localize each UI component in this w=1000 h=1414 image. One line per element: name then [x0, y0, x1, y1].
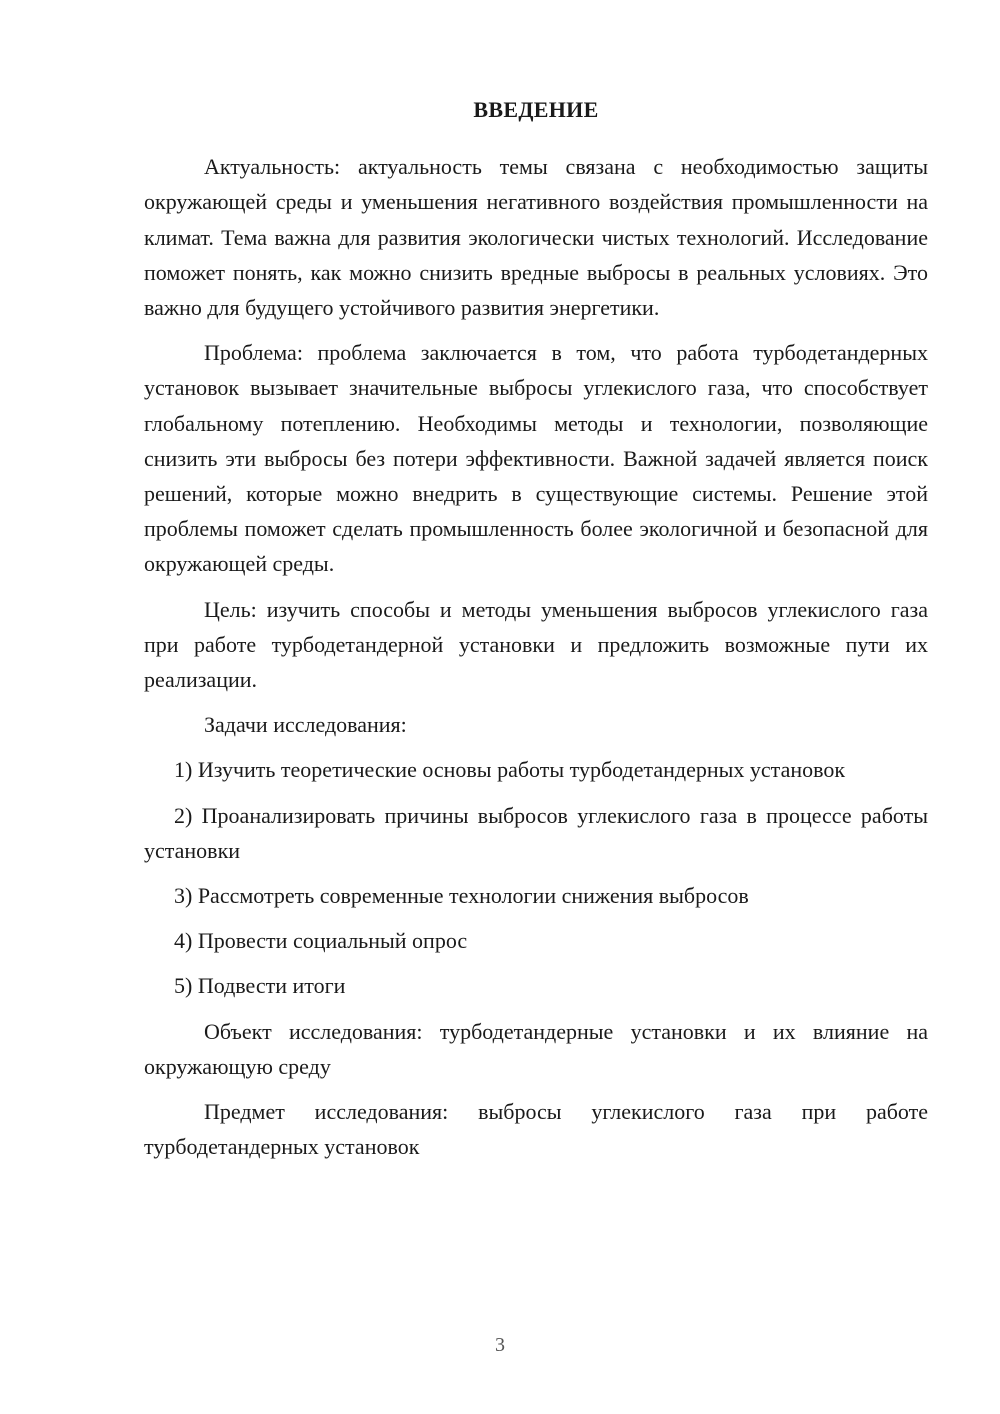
task-item-5: 5) Подвести итоги	[174, 973, 346, 999]
tasks-heading: Задачи исследования:	[204, 712, 407, 738]
task-item-2: 2) Проанализировать причины выбросов углекислого газа в процессе работы установки	[144, 802, 928, 863]
relevance-paragraph: Актуальность: актуальность темы связана с необходимостью защиты окружающей среды и уменьшения негативного воздействия промышленности на климат. Тема важна для развития экологически чистых технологий. Исследование поможет понять, как можно снизить вредные выбросы в реальных условиях. Это важно для будущего устойчивого развития энергетики.	[144, 154, 928, 321]
tasks-list	[144, 752, 928, 1003]
goal-paragraph: Цель: изучить способы и методы уменьшения выбросов углекислого газа при работе турбодетандерной установки и предложить возможные пути их реализации.	[144, 596, 928, 693]
page-number: 3	[495, 1334, 505, 1356]
task-item-1: 1) Изучить теоретические основы работы турбодетандерных установок	[174, 757, 846, 783]
subject-paragraph: Предмет исследования: выбросы углекислого газа при работе турбодетандерных установок	[144, 1099, 928, 1160]
object-paragraph: Объект исследования: турбодетандерные установки и их влияние на окружающую среду	[144, 1018, 928, 1079]
task-item-4: 4) Провести социальный опрос	[174, 928, 468, 954]
task-item-3: 3) Рассмотреть современные технологии снижения выбросов	[174, 883, 749, 909]
problem-paragraph: Проблема: проблема заключается в том, что работа турбодетандерных установок вызывает значительные выбросы углекислого газа, что способствует глобальному потеплению. Необходимы методы и технологии, позволяющие снизить эти выбросы без потери эффективности. Важной задачей является поиск решений, которые можно внедрить в существующие системы. Решение этой проблемы поможет сделать промышленность более экологичной и безопасной для окружающей среды.	[144, 340, 928, 577]
page-title: ВВЕДЕНИЕ	[473, 97, 599, 122]
document-page	[144, 92, 928, 1174]
